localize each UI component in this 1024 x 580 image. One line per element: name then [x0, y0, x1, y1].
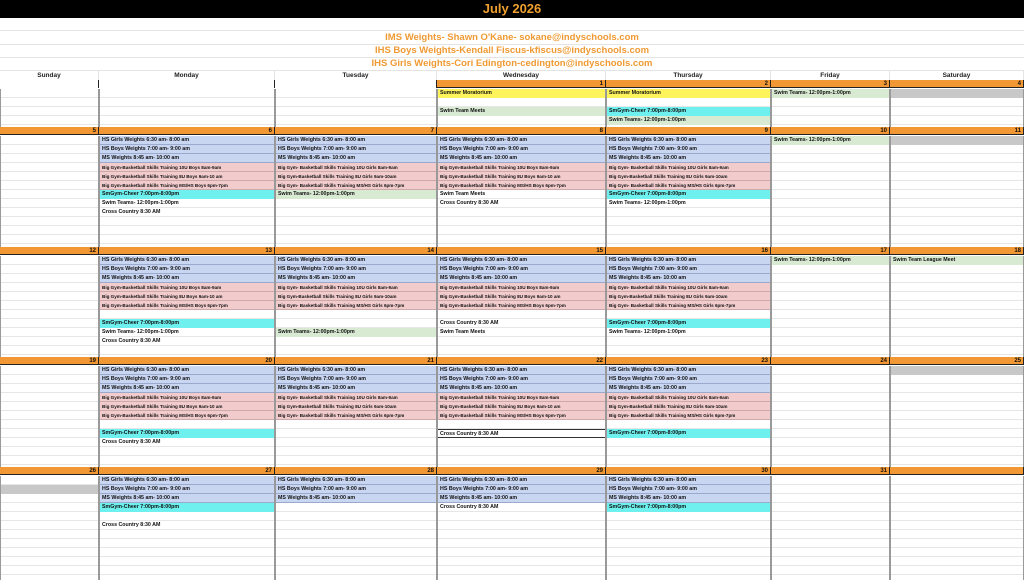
weekday-header-row [0, 70, 1024, 80]
day-number: 5 [0, 127, 99, 135]
day-number [890, 467, 1024, 475]
calendar-event[interactable]: Big Gym-Basketball Skills Training 10U Boys 8am-9am [438, 163, 605, 172]
day-cell[interactable] [99, 136, 275, 247]
calendar-event[interactable]: MS Weights 8:45 am- 10:00 am [100, 494, 274, 503]
calendar-event[interactable]: Swim Teams- 12:00pm-1:00pm [102, 200, 179, 206]
day-cell[interactable] [437, 256, 606, 357]
calendar-event[interactable]: HS Boys Weights 7:00 am- 9:00 am [276, 145, 436, 154]
calendar-event[interactable]: SmGym-Cheer 7:00pm-8:00pm [100, 190, 274, 199]
calendar-event[interactable]: Big Gym-Basketball Skills Training 8U Girls 9am-10am [276, 402, 436, 411]
calendar-event[interactable]: HS Girls Weights 6:30 am- 8:00 am [100, 136, 274, 145]
calendar-event[interactable]: HS Girls Weights 6:30 am- 8:00 am [276, 366, 436, 375]
day-cell[interactable] [771, 256, 890, 357]
day-number: 1 [437, 80, 606, 88]
calendar-title: July 2026 [0, 0, 1024, 18]
blocked-slot [891, 89, 1023, 98]
week-row-2 [0, 127, 1024, 247]
calendar-event[interactable]: HS Boys Weights 7:00 am- 9:00 am [100, 375, 274, 384]
calendar-event[interactable]: Summer Moratorium [607, 89, 770, 98]
calendar-event[interactable]: Big Gym-Basketball Skills Training MS/HS Boys 6pm-7pm [100, 301, 274, 310]
day-number: 6 [99, 127, 275, 135]
calendar-event[interactable]: MS Weights 8:45 am- 10:00 am [438, 384, 605, 393]
calendar-event[interactable]: MS Weights 8:45 am- 10:00 am [438, 274, 605, 283]
calendar-event[interactable]: HS Boys Weights 7:00 am- 9:00 am [276, 375, 436, 384]
calendar-event[interactable]: Swim Teams- 12:00pm-1:00pm [609, 200, 686, 206]
calendar-event[interactable]: Swim Teams- 12:00pm-1:00pm [772, 256, 889, 265]
day-cell[interactable] [771, 136, 890, 247]
calendar-event[interactable]: MS Weights 8:45 am- 10:00 am [438, 154, 605, 163]
calendar-event[interactable]: MS Weights 8:45 am- 10:00 am [100, 384, 274, 393]
calendar-event[interactable]: SmGym-Cheer 7:00pm-8:00pm [607, 190, 770, 199]
calendar-event[interactable]: Big Gym-Basketball Skills Training 8U Girls 9am-10am [276, 172, 436, 181]
day-number: 27 [99, 467, 275, 475]
day-number: 7 [275, 127, 437, 135]
day-cell[interactable] [0, 476, 99, 580]
blocked-slot [1, 485, 98, 494]
day-cell[interactable] [771, 366, 890, 467]
day-cell[interactable] [275, 89, 437, 127]
calendar-event[interactable]: Cross Country 8:30 AM [102, 439, 161, 445]
calendar-event[interactable]: Big Gym-Basketball Skills Training 10U Boys 8am-9am [438, 393, 605, 402]
calendar-event[interactable]: Big Gym-Basketball Skills Training 8U Boys 9am-10 am [438, 402, 605, 411]
day-number: 25 [890, 357, 1024, 365]
day-number: 19 [0, 357, 99, 365]
calendar-event[interactable]: HS Boys Weights 7:00 am- 9:00 am [100, 145, 274, 154]
day-cell[interactable] [606, 256, 771, 357]
calendar-event[interactable]: HS Girls Weights 6:30 am- 8:00 am [438, 476, 605, 485]
day-cell[interactable] [0, 256, 99, 357]
day-cell[interactable] [606, 89, 771, 127]
calendar-event[interactable]: Swim Teams- 12:00pm-1:00pm [276, 190, 436, 199]
calendar-event[interactable]: Big Gym-Basketball Skills Training 10U Boys 8am-9am [438, 283, 605, 292]
calendar-event[interactable]: Big Gym-Basketball Skills Training 8U Boys 9am-10 am [100, 402, 274, 411]
day-cell[interactable] [890, 476, 1024, 580]
calendar-event[interactable]: Big Gym-Basketball Skills Training 10U Boys 8am-9am [100, 283, 274, 292]
weekday-saturday: Saturday [890, 71, 1024, 80]
day-number: 12 [0, 247, 99, 255]
day-cell[interactable] [890, 366, 1024, 467]
weekday-thursday: Thursday [606, 71, 771, 80]
calendar-event[interactable]: Swim Team Meets [440, 191, 486, 197]
calendar-event[interactable]: Big Gym- Basketball Skills Training 10U Girls 8am-9am [276, 283, 436, 292]
calendar-event[interactable]: SmGym-Cheer 7:00pm-8:00pm [607, 107, 770, 116]
calendar-event[interactable]: Big Gym-Basketball Skills Training 8U Boys 9am-10 am [438, 172, 605, 181]
calendar-event[interactable]: Big Gym- Basketball Skills Training MS/HS Girls 6pm-7pm [607, 301, 770, 310]
calendar-event[interactable]: HS Girls Weights 6:30 am- 8:00 am [100, 256, 274, 265]
day-cell[interactable] [0, 89, 99, 127]
calendar-event[interactable]: Cross Country 8:30 AM [102, 209, 161, 215]
day-number: 3 [771, 80, 890, 88]
day-number: 20 [99, 357, 275, 365]
day-number: 29 [437, 467, 606, 475]
calendar-event[interactable]: Swim Team Meets [438, 107, 605, 116]
calendar-event[interactable]: Summer Moratorium [438, 89, 605, 98]
day-number: 10 [771, 127, 890, 135]
calendar-event[interactable]: HS Girls Weights 6:30 am- 8:00 am [100, 476, 274, 485]
day-cell[interactable] [99, 89, 275, 127]
calendar-event[interactable]: MS Weights 8:45 am- 10:00 am [276, 384, 436, 393]
calendar-event[interactable]: MS Weights 8:45 am- 10:00 am [607, 494, 770, 503]
calendar-event[interactable]: HS Boys Weights 7:00 am- 9:00 am [607, 265, 770, 274]
calendar-event[interactable]: HS Girls Weights 6:30 am- 8:00 am [276, 136, 436, 145]
day-cell[interactable] [437, 89, 606, 127]
calendar-event[interactable]: Big Gym- Basketball Skills Training MS/HS Girls 6pm-7pm [276, 181, 436, 190]
weekday-wednesday: Wednesday [437, 71, 606, 80]
calendar-event[interactable]: Cross Country 8:30 AM [102, 522, 161, 528]
calendar-event[interactable]: HS Girls Weights 6:30 am- 8:00 am [438, 256, 605, 265]
contact-ihs-girls-weights: IHS Girls Weights-Cori Edington-cedington@indyschools.com [371, 58, 653, 69]
day-cell[interactable] [99, 476, 275, 580]
day-cell[interactable] [99, 366, 275, 467]
calendar-event[interactable]: HS Boys Weights 7:00 am- 9:00 am [438, 145, 605, 154]
calendar-event[interactable]: Big Gym- Basketball Skills Training 10U Girls 8am-9am [607, 393, 770, 402]
calendar-event[interactable]: Big Gym-Basketball Skills Training MS/HS Boys 6pm-7pm [438, 181, 605, 190]
calendar-event[interactable]: HS Girls Weights 6:30 am- 8:00 am [607, 476, 770, 485]
day-number: 28 [275, 467, 437, 475]
calendar-event[interactable]: Big Gym-Basketball Skills Training 8U Boys 9am-10 am [100, 172, 274, 181]
calendar-event[interactable]: HS Girls Weights 6:30 am- 8:00 am [607, 136, 770, 145]
week-row-1 [0, 80, 1024, 127]
calendar-event[interactable]: HS Boys Weights 7:00 am- 9:00 am [276, 265, 436, 274]
calendar-event[interactable]: HS Girls Weights 6:30 am- 8:00 am [607, 366, 770, 375]
week-row-3 [0, 247, 1024, 357]
weekday-friday: Friday [771, 71, 890, 80]
day-number: 8 [437, 127, 606, 135]
day-number: 15 [437, 247, 606, 255]
calendar-event[interactable]: HS Girls Weights 6:30 am- 8:00 am [607, 256, 770, 265]
calendar-event[interactable]: SmGym-Cheer 7:00pm-8:00pm [100, 503, 274, 512]
day-number: 14 [275, 247, 437, 255]
calendar-event[interactable]: HS Girls Weights 6:30 am- 8:00 am [438, 366, 605, 375]
day-number: 31 [771, 467, 890, 475]
day-number: 22 [437, 357, 606, 365]
calendar-event[interactable]: Big Gym-Basketball Skills Training MS/HS Boys 6pm-7pm [438, 411, 605, 420]
day-cell[interactable] [275, 136, 437, 247]
calendar-event[interactable]: Cross Country 8:30 AM [440, 320, 499, 326]
day-number [99, 80, 275, 88]
day-cell[interactable] [606, 366, 771, 467]
calendar-event[interactable]: MS Weights 8:45 am- 10:00 am [607, 274, 770, 283]
calendar-event[interactable]: HS Girls Weights 6:30 am- 8:00 am [276, 476, 436, 485]
week-row-4 [0, 357, 1024, 467]
day-number: 23 [606, 357, 771, 365]
calendar-event[interactable]: Cross Country 8:30 AM [440, 504, 499, 510]
calendar-event[interactable]: MS Weights 8:45 am- 10:00 am [438, 494, 605, 503]
contact-ims-weights: IMS Weights- Shawn O'Kane- sokane@indyschools.com [385, 32, 639, 43]
calendar-event[interactable]: Swim Teams- 12:00pm-1:00pm [609, 329, 686, 335]
calendar-event[interactable]: Swim Teams- 12:00pm-1:00pm [276, 328, 436, 337]
day-number: 21 [275, 357, 437, 365]
calendar-event[interactable]: Big Gym-Basketball Skills Training 8U Girls 9am-10am [607, 292, 770, 301]
day-cell[interactable] [0, 366, 99, 467]
calendar-event[interactable]: HS Boys Weights 7:00 am- 9:00 am [438, 485, 605, 494]
calendar-event[interactable]: Cross Country 8:30 AM [438, 429, 605, 438]
calendar-event[interactable]: Big Gym- Basketball Skills Training MS/HS Girls 6pm-7pm [607, 181, 770, 190]
calendar-event[interactable]: Swim Team Meets [440, 329, 486, 335]
day-number: 18 [890, 247, 1024, 255]
calendar-event[interactable]: SmGym-Cheer 7:00pm-8:00pm [100, 429, 274, 438]
calendar-event[interactable]: MS Weights 8:45 am- 10:00 am [100, 274, 274, 283]
calendar-event[interactable]: MS Weights 8:45 am- 10:00 am [276, 154, 436, 163]
calendar-event[interactable]: Big Gym- Basketball Skills Training 10U Girls 8am-9am [276, 163, 436, 172]
calendar-event[interactable]: MS Weights 8:45 am- 10:00 am [607, 154, 770, 163]
calendar-event[interactable]: Big Gym-Basketball Skills Training MS/HS Boys 6pm-7pm [100, 411, 274, 420]
calendar-event[interactable]: Big Gym- Basketball Skills Training 10U Girls 8am-9am [276, 393, 436, 402]
day-cell[interactable] [890, 136, 1024, 247]
calendar-event[interactable]: Big Gym- Basketball Skills Training 10U Girls 8am-9am [607, 283, 770, 292]
calendar-event[interactable]: SmGym-Cheer 7:00pm-8:00pm [607, 319, 770, 328]
calendar-event[interactable]: Big Gym-Basketball Skills Training 8U Girls 9am-10am [607, 172, 770, 181]
calendar-event[interactable]: Big Gym- Basketball Skills Training MS/HS Girls 6pm-7pm [276, 301, 436, 310]
calendar-event[interactable]: Big Gym-Basketball Skills Training 8U Boys 9am-10 am [100, 292, 274, 301]
week-row-5 [0, 467, 1024, 580]
calendar-event[interactable]: SmGym-Cheer 7:00pm-8:00pm [607, 429, 770, 438]
calendar-event[interactable]: Cross Country 8:30 AM [102, 338, 161, 344]
day-number: 17 [771, 247, 890, 255]
calendar-event[interactable]: Big Gym-Basketball Skills Training MS/HS Boys 6pm-7pm [438, 301, 605, 310]
weekday-monday: Monday [99, 71, 275, 80]
day-number: 4 [890, 80, 1024, 88]
day-cell[interactable] [437, 476, 606, 580]
calendar-event[interactable]: HS Girls Weights 6:30 am- 8:00 am [438, 136, 605, 145]
blocked-slot [891, 136, 1023, 145]
day-cell[interactable] [275, 476, 437, 580]
contact-ihs-boys-weights: IHS Boys Weights-Kendall Fiscus-kfiscus@indyschools.com [374, 45, 650, 56]
calendar-event[interactable]: HS Boys Weights 7:00 am- 9:00 am [607, 375, 770, 384]
calendar-event[interactable]: Big Gym-Basketball Skills Training 10U Boys 8am-9am [100, 393, 274, 402]
calendar-event[interactable]: Big Gym-Basketball Skills Training 8U Girls 9am-10am [276, 292, 436, 301]
calendar-event[interactable]: MS Weights 8:45 am- 10:00 am [276, 494, 436, 503]
day-number: 9 [606, 127, 771, 135]
calendar-event[interactable]: HS Girls Weights 6:30 am- 8:00 am [276, 256, 436, 265]
calendar-event[interactable]: Swim Team League Meet [891, 256, 1023, 265]
calendar-event[interactable]: HS Boys Weights 7:00 am- 9:00 am [276, 485, 436, 494]
calendar-event[interactable]: MS Weights 8:45 am- 10:00 am [607, 384, 770, 393]
calendar-event[interactable]: Swim Teams- 12:00pm-1:00pm [102, 329, 179, 335]
day-number: 30 [606, 467, 771, 475]
calendar-event[interactable]: Big Gym-Basketball Skills Training 8U Girls 9am-10am [607, 402, 770, 411]
calendar-event[interactable]: Cross Country 8:30 AM [440, 200, 499, 206]
day-cell[interactable] [606, 136, 771, 247]
day-cell[interactable] [0, 136, 99, 247]
day-cell[interactable] [771, 89, 890, 127]
calendar-event[interactable]: MS Weights 8:45 am- 10:00 am [276, 274, 436, 283]
blocked-slot [891, 366, 1023, 375]
day-cell[interactable] [890, 256, 1024, 357]
day-number: 24 [771, 357, 890, 365]
calendar-event[interactable]: HS Boys Weights 7:00 am- 9:00 am [100, 265, 274, 274]
day-number: 11 [890, 127, 1024, 135]
calendar-event[interactable]: Big Gym- Basketball Skills Training MS/HS Girls 6pm-7pm [607, 411, 770, 420]
day-number: 26 [0, 467, 99, 475]
calendar-event[interactable]: HS Boys Weights 7:00 am- 9:00 am [607, 145, 770, 154]
calendar-event[interactable]: MS Weights 8:45 am- 10:00 am [100, 154, 274, 163]
contact-list [0, 18, 1024, 68]
day-number: 13 [99, 247, 275, 255]
calendar-event[interactable]: HS Girls Weights 6:30 am- 8:00 am [100, 366, 274, 375]
day-number [275, 80, 437, 88]
calendar-event[interactable]: Swim Teams- 12:00pm-1:00pm [772, 136, 889, 145]
calendar-event[interactable]: Big Gym-Basketball Skills Training 10U Boys 8am-9am [100, 163, 274, 172]
calendar-event[interactable]: Swim Teams- 12:00pm-1:00pm [772, 89, 889, 98]
day-number: 16 [606, 247, 771, 255]
calendar-event[interactable]: Big Gym- Basketball Skills Training 10U Girls 8am-9am [607, 163, 770, 172]
day-cell[interactable] [275, 256, 437, 357]
day-cell[interactable] [437, 366, 606, 467]
weekday-tuesday: Tuesday [275, 71, 437, 80]
calendar-event[interactable]: HS Boys Weights 7:00 am- 9:00 am [100, 485, 274, 494]
day-cell[interactable] [771, 476, 890, 580]
calendar-event[interactable]: Big Gym-Basketball Skills Training 8U Boys 9am-10 am [438, 292, 605, 301]
calendar-event[interactable]: HS Boys Weights 7:00 am- 9:00 am [607, 485, 770, 494]
calendar-event[interactable]: SmGym-Cheer 7:00pm-8:00pm [607, 503, 770, 512]
calendar-event[interactable]: Big Gym-Basketball Skills Training MS/HS Boys 6pm-7pm [100, 181, 274, 190]
day-cell[interactable] [437, 136, 606, 247]
weekday-sunday: Sunday [0, 71, 99, 80]
day-cell[interactable] [890, 89, 1024, 127]
day-number [0, 80, 99, 88]
day-cell[interactable] [99, 256, 275, 357]
calendar-event[interactable]: Big Gym- Basketball Skills Training MS/HS Girls 6pm-7pm [276, 411, 436, 420]
day-cell[interactable] [606, 476, 771, 580]
calendar-event[interactable]: HS Boys Weights 7:00 am- 9:00 am [438, 265, 605, 274]
calendar-event[interactable]: HS Boys Weights 7:00 am- 9:00 am [438, 375, 605, 384]
day-cell[interactable] [275, 366, 437, 467]
calendar-event[interactable]: SmGym-Cheer 7:00pm-8:00pm [100, 319, 274, 328]
day-number: 2 [606, 80, 771, 88]
calendar-event[interactable]: Swim Teams- 12:00pm-1:00pm [607, 116, 770, 125]
